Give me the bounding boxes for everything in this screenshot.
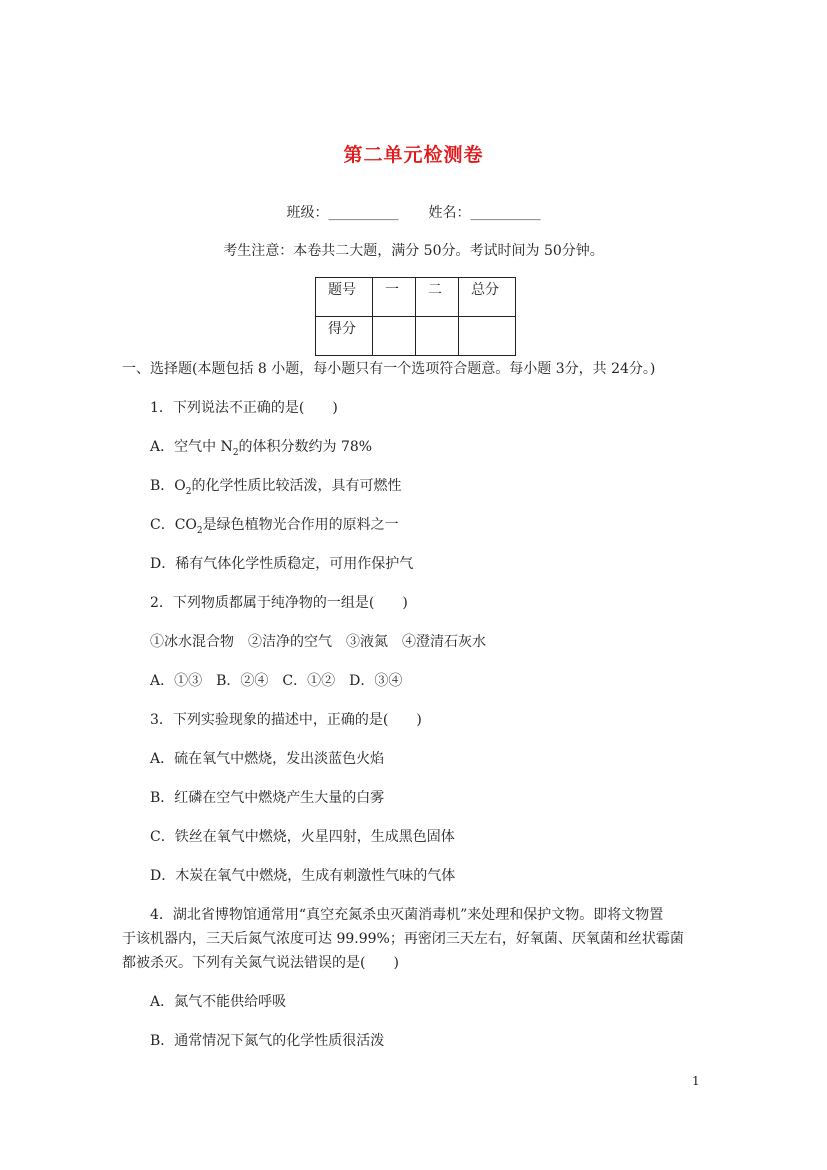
- question-2-items: ①冰水混合物 ②洁净的空气 ③液氮 ④澄清石灰水: [150, 634, 486, 650]
- question-3-option-a: A．硫在氧气中燃烧，发出淡蓝色火焰: [150, 751, 385, 767]
- header-cell: 一: [373, 278, 416, 317]
- question-2-stem: 2．下列物质都属于纯净物的一组是( ): [150, 595, 408, 611]
- exam-notice: 考生注意：本卷共二大题，满分 50分。考试时间为 50分钟。: [223, 243, 604, 259]
- subscript: 2: [232, 447, 239, 458]
- question-4-stem-line2: 于该机器内，三天后氮气浓度可达 99.99%；再密闭三天左右，好氧菌、厌氧菌和丝状霉菌: [122, 931, 684, 947]
- class-blank[interactable]: __________: [328, 205, 399, 221]
- question-1-option-a: [150, 437, 372, 463]
- option-text: 是绿色植物光合作用的原料之一: [202, 517, 399, 533]
- question-1-stem: 1．下列说法不正确的是( ): [150, 400, 338, 416]
- row-label-cell: 得分: [316, 317, 373, 356]
- question-1-option-c: [150, 515, 399, 541]
- question-4-option-a: A．氮气不能供给呼吸: [150, 994, 287, 1010]
- question-3-option-d: D．木炭在氧气中燃烧，生成有刺激性气味的气体: [150, 868, 456, 884]
- page-number: 1: [692, 1074, 700, 1088]
- header-cell: 二: [416, 278, 459, 317]
- student-info: [0, 203, 827, 223]
- score-cell[interactable]: [373, 317, 416, 356]
- score-table-score-row: [316, 317, 516, 356]
- page-title: 第二单元检测卷: [343, 144, 484, 166]
- question-4-stem-line1: 4．湖北省博物馆通常用“真空充氮杀虫灭菌消毒机”来处理和保护文物。即将文物置: [150, 907, 664, 923]
- option-text: A．空气中 N: [150, 439, 233, 455]
- question-2-options: A．①③ B．②④ C．①② D．③④: [150, 673, 403, 689]
- question-3-stem: 3．下列实验现象的描述中，正确的是( ): [150, 712, 422, 728]
- subscript: 2: [196, 525, 203, 536]
- name-label: 姓名：: [428, 205, 471, 221]
- header-cell: 题号: [316, 278, 373, 317]
- question-1-option-b: [150, 476, 402, 502]
- section-heading: 一、选择题(本题包括 8 小题，每小题只有一个选项符合题意。每小题 3分，共 24分。): [122, 361, 656, 377]
- question-3-option-c: C．铁丝在氧气中燃烧，火星四射，生成黑色固体: [150, 829, 455, 845]
- score-table: [315, 277, 516, 356]
- score-table-header-row: [316, 278, 516, 317]
- question-4-stem-line3: 都被杀灭。下列有关氮气说法错误的是( ): [122, 955, 399, 971]
- name-blank[interactable]: __________: [470, 205, 541, 221]
- question-1-option-d: D．稀有气体化学性质稳定，可用作保护气: [150, 556, 414, 572]
- option-text: B．O: [150, 478, 186, 494]
- option-text: 的体积分数约为 78%: [238, 439, 373, 455]
- option-text: 的化学性质比较活泼，具有可燃性: [191, 478, 402, 494]
- class-label: 班级：: [286, 205, 329, 221]
- score-cell[interactable]: [416, 317, 459, 356]
- subscript: 2: [185, 486, 192, 497]
- header-cell: 总分: [459, 278, 516, 317]
- question-3-option-b: B．红磷在空气中燃烧产生大量的白雾: [150, 790, 385, 806]
- option-text: C．CO: [150, 517, 197, 533]
- question-4-option-b: B．通常情况下氮气的化学性质很活泼: [150, 1033, 385, 1049]
- score-cell[interactable]: [459, 317, 516, 356]
